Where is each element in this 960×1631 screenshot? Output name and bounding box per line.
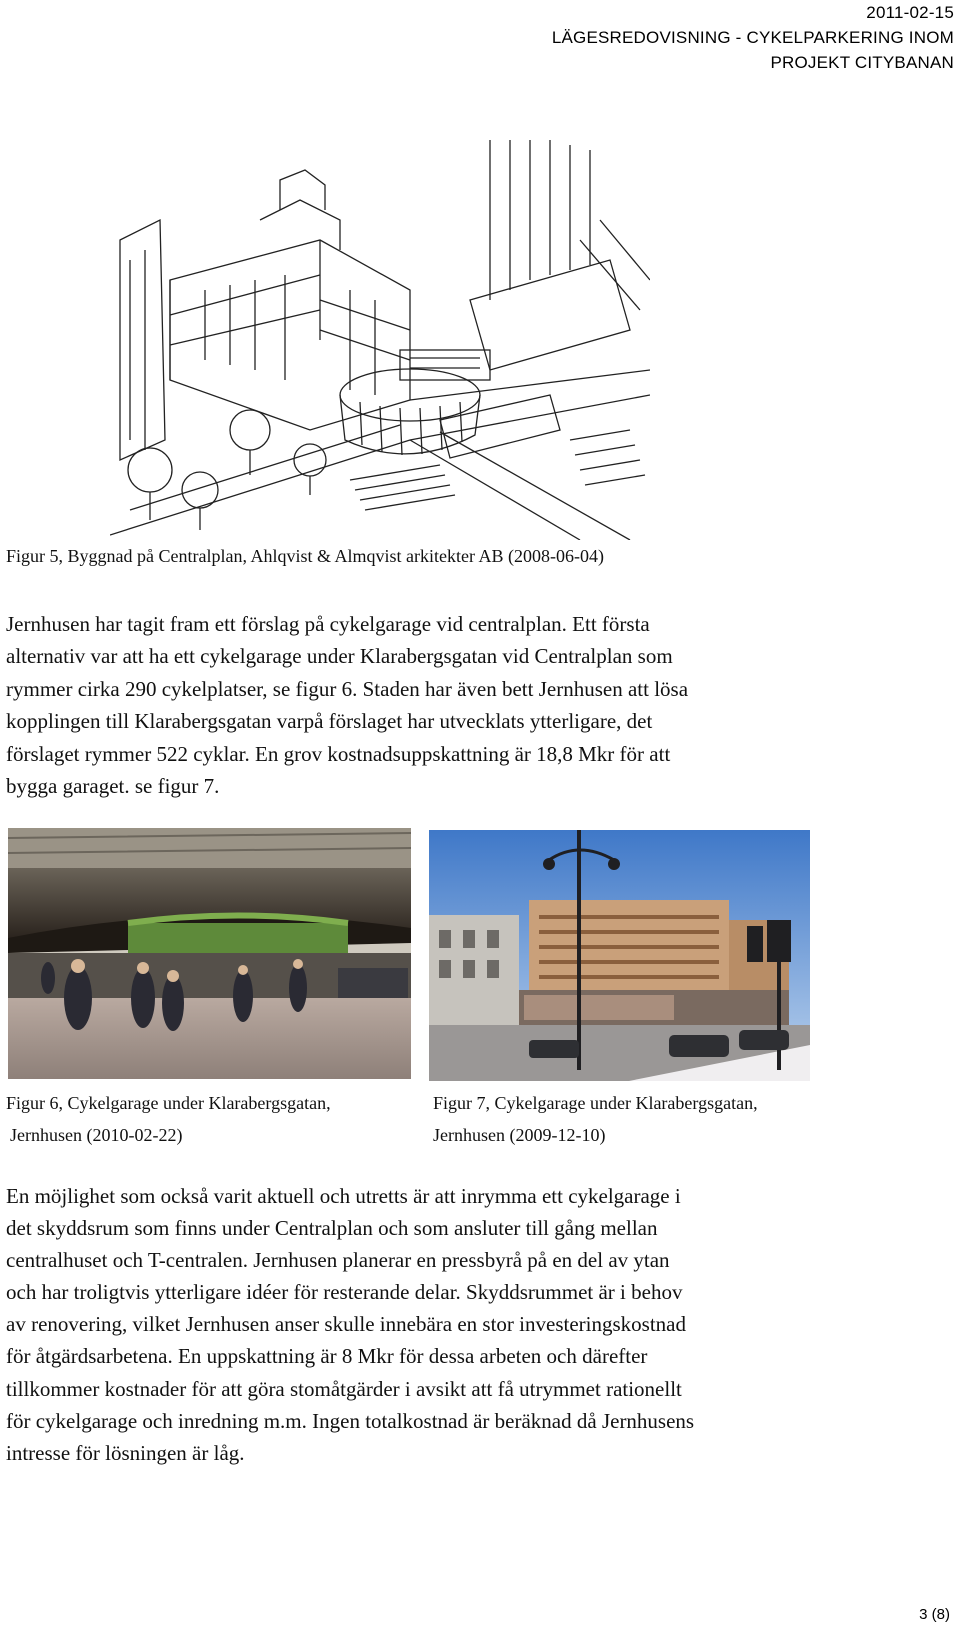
figure-6-caption bbox=[6, 1087, 416, 1151]
figure-7-caption-line1: Figur 7, Cykelgarage under Klarabergsgatan, bbox=[433, 1093, 758, 1113]
paragraph-1-line: alternativ var att ha ett cykelgarage under Klarabergsgatan vid Centralplan som bbox=[6, 644, 673, 669]
page-number: 3 (8) bbox=[919, 1606, 950, 1623]
header-title-line1: LÄGESREDOVISNING - CYKELPARKERING INOM bbox=[551, 28, 954, 47]
paragraph-2-line: det skyddsrum som finns under Centralplan och som ansluter till gång mellan bbox=[6, 1216, 658, 1241]
header-date: 2011-02-15 bbox=[866, 3, 954, 22]
paragraph-1 bbox=[6, 608, 946, 802]
figure-6-photo bbox=[8, 828, 411, 1079]
figure-6-caption-line1: Figur 6, Cykelgarage under Klarabergsgatan, bbox=[6, 1093, 331, 1113]
figure-7-caption-line2: Jernhusen (2009-12-10) bbox=[433, 1125, 606, 1145]
paragraph-1-line: kopplingen till Klarabergsgatan varpå förslaget har utvecklats ytterligare, det bbox=[6, 709, 653, 734]
document-header bbox=[394, 0, 954, 75]
paragraph-2-line: En möjlighet som också varit aktuell och utretts är att inrymma ett cykelgarage i bbox=[6, 1184, 681, 1208]
paragraph-1-line: förslaget rymmer 522 cyklar. En grov kostnadsuppskattning är 18,8 Mkr för att bbox=[6, 741, 671, 766]
figure-7-caption bbox=[433, 1087, 843, 1151]
paragraph-2-line: av renovering, vilket Jernhusen anser skulle innebära en stor investeringskostnad bbox=[6, 1312, 686, 1337]
paragraph-2-line: tillkommer kostnader för att göra stomåtgärder i avsikt att få utrymmet rationellt bbox=[6, 1376, 682, 1401]
paragraph-2 bbox=[6, 1180, 946, 1469]
figure-5-sketch bbox=[110, 140, 650, 540]
paragraph-2-line: för åtgärdsarbetena. En uppskattning är 8 Mkr för dessa arbeten och därefter bbox=[6, 1344, 648, 1369]
paragraph-2-line: centralhuset och T-centralen. Jernhusen planerar en pressbyrå på en del av ytan bbox=[6, 1248, 670, 1273]
figure-7-photo bbox=[429, 830, 810, 1081]
paragraph-1-line: rymmer cirka 290 cykelplatser, se figur 6. Staden har även bett Jernhusen att lösa bbox=[6, 676, 689, 701]
paragraph-1-line: bygga garaget. se figur 7. bbox=[6, 774, 220, 799]
header-title-line2: PROJEKT CITYBANAN bbox=[770, 53, 954, 72]
paragraph-2-line: intresse för lösningen är låg. bbox=[6, 1440, 245, 1465]
paragraph-2-line: för cykelgarage och inredning m.m. Ingen totalkostnad är beräknad då Jernhusens bbox=[6, 1408, 695, 1433]
figure-6-caption-line2: Jernhusen (2010-02-22) bbox=[10, 1125, 183, 1145]
figure-5-caption: Figur 5, Byggnad på Centralplan, Ahlqvist & Almqvist arkitekter AB (2008-06-04) bbox=[6, 546, 604, 566]
paragraph-1-line: Jernhusen har tagit fram ett förslag på cykelgarage vid centralplan. Ett första bbox=[6, 612, 650, 636]
paragraph-2-line: och har troligtvis ytterligare idéer för resterande delar. Skyddsrummet är i behov bbox=[6, 1280, 683, 1305]
